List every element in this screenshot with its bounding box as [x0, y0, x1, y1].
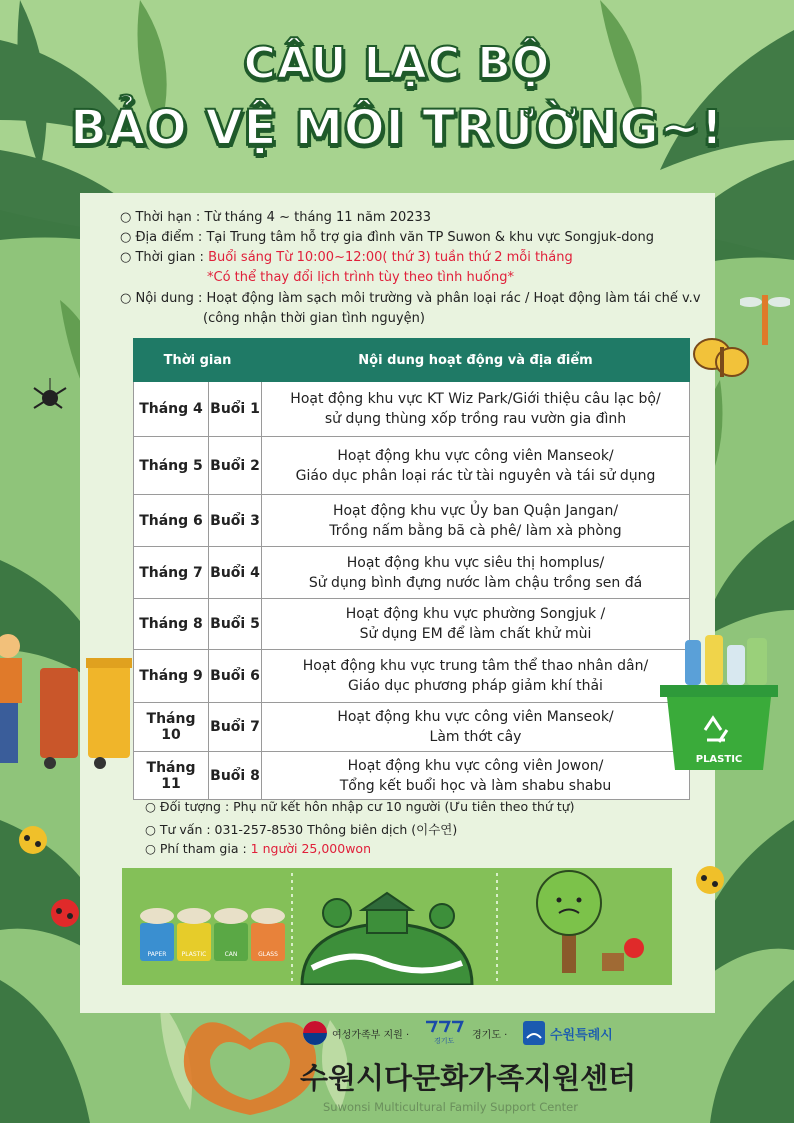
row-content [262, 437, 690, 495]
row-month: Tháng 11 [134, 752, 209, 800]
row-content-line-1: Hoạt động khu vực trung tâm thể thao nhân dân/ [302, 658, 649, 674]
footer-fee [145, 841, 371, 856]
footer-fee-label: ○ Phí tham gia : [145, 841, 247, 856]
row-content-line-2: Giáo dục phân loại rác từ tài nguyên và tái sử dụng [295, 467, 656, 484]
ladybug-icon-3 [693, 862, 727, 896]
row-content-line-2: sử dụng thùng xốp trồng rau vườn gia đình [324, 411, 627, 427]
header-content: Nội dung hoạt động và địa điểm [262, 339, 690, 382]
plastic-bin-illustration [655, 630, 785, 780]
info-content-note: (công nhận thời gian tình nguyện) [203, 311, 425, 326]
table-row [134, 752, 690, 800]
row-content [262, 495, 690, 547]
bin-label-paper: PAPER [147, 951, 167, 958]
schedule-table [133, 338, 690, 800]
gyeonggi-logo-text: 경기도 [434, 1037, 455, 1045]
bin-label-plastic: PLASTIC [181, 951, 207, 958]
info-time-value: Buổi sáng Từ 10:00~12:00( thứ 3) tuần thứ 2 mỗi tháng [203, 250, 573, 265]
header-time: Thời gian [134, 339, 262, 382]
row-content-line-1: Hoạt động khu vực phường Songjuk / [345, 606, 606, 622]
row-content [262, 752, 690, 800]
ladybug-icon-2 [46, 895, 84, 929]
row-content [262, 382, 690, 437]
info-time-note: *Có thể thay đổi lịch trình tùy theo tình huống* [207, 270, 514, 285]
suwon-logo-icon [522, 1020, 546, 1046]
sponsor-gyeonggi: 경기도 · [472, 1030, 508, 1041]
table-row [134, 599, 690, 650]
row-content-line-2: Trồng nấm bằng bã cà phê/ làm xà phòng [329, 522, 622, 539]
row-content-line-1: Hoạt động khu vực Ủy ban Quận Jangan/ [332, 502, 619, 519]
table-row [134, 382, 690, 437]
recycle-bins-illustration [140, 908, 285, 961]
row-content-line-2: Sử dụng EM để làm chất khử mùi [359, 626, 592, 642]
row-session: Buổi 3 [209, 495, 262, 547]
green-earth-illustration [292, 873, 497, 985]
eco-illustration [122, 868, 672, 985]
bin-label-can: CAN [224, 951, 238, 958]
info-location-value: Tại Trung tâm hỗ trợ gia đình văn TP Suwon & khu vực Songjuk-dong [202, 230, 654, 245]
footer-fee-value: 1 người 25,000won [246, 841, 371, 856]
row-content-line-1: Hoạt động khu vực công viên Manseok/ [337, 447, 614, 464]
row-month: Tháng 5 [134, 437, 209, 495]
table-row [134, 495, 690, 547]
row-content-line-2: Tổng kết buổi học và làm shabu shabu [339, 777, 612, 794]
table-row [134, 547, 690, 599]
row-month: Tháng 7 [134, 547, 209, 599]
row-month: Tháng 9 [134, 650, 209, 703]
row-content-line-2: Sử dụng bình đựng nước làm chậu trồng sen đá [308, 574, 643, 591]
row-session: Buổi 6 [209, 650, 262, 703]
info-content-value: Hoạt động làm sạch môi trường và phân loại rác / Hoạt động làm tái chế v.v [202, 291, 701, 306]
row-session: Buổi 8 [209, 752, 262, 800]
center-name: 수원시다문화가족지원센터 [300, 1061, 637, 1095]
title-line-2: BẢO VỆ MÔI TRƯỜNG~! [70, 100, 724, 156]
row-month: Tháng 6 [134, 495, 209, 547]
row-session: Buổi 5 [209, 599, 262, 650]
info-period [120, 208, 431, 227]
sponsor-suwon: 수원특례시 [550, 1028, 613, 1043]
row-content-line-2: Giáo dục phương pháp giảm khí thải [348, 678, 603, 694]
dragonfly-icon [740, 280, 790, 350]
plastic-bin-label: PLASTIC [695, 754, 743, 765]
ladybug-icon [16, 822, 50, 856]
korea-emblem-icon [302, 1020, 328, 1046]
info-location-label: ○ Địa điểm : [120, 230, 203, 245]
row-session: Buổi 1 [209, 382, 262, 437]
row-content-line-1: Hoạt động khu vực công viên Jowon/ [347, 757, 604, 774]
row-content-line-1: Hoạt động khu vực siêu thị homplus/ [346, 554, 605, 571]
row-month: Tháng 8 [134, 599, 209, 650]
table-row [134, 650, 690, 703]
row-content-line-1: Hoạt động khu vực KT Wiz Park/Giới thiệu câu lạc bộ/ [290, 391, 661, 407]
row-month: Tháng 10 [134, 703, 209, 752]
info-period-value: Từ tháng 4 ~ tháng 11 năm 20233 [200, 210, 432, 225]
footer-consult: ○ Tư vấn : 031-257-8530 Thông biên dịch (이수연) [145, 822, 458, 837]
worker-illustration [0, 628, 135, 773]
row-session: Buổi 4 [209, 547, 262, 599]
row-content [262, 599, 690, 650]
table-header-row [134, 339, 690, 382]
row-content-line-1: Hoạt động khu vực công viên Manseok/ [337, 709, 614, 725]
center-english-name: Suwonsi Multicultural Family Support Center [323, 1100, 578, 1114]
row-month: Tháng 4 [134, 382, 209, 437]
sad-tree-illustration [537, 871, 644, 973]
sponsor-bar [300, 1018, 630, 1058]
row-content [262, 650, 690, 703]
gyeonggi-logo-icon [424, 1018, 466, 1036]
row-content [262, 703, 690, 752]
row-content-line-2: Làm thớt cây [429, 729, 522, 745]
info-content [120, 289, 701, 308]
info-location [120, 228, 654, 247]
row-session: Buổi 7 [209, 703, 262, 752]
footer-target: ○ Đối tượng : Phụ nữ kết hôn nhập cư 10 người (Ưu tiên theo thứ tự) [145, 799, 575, 814]
info-time [120, 248, 573, 267]
info-content-label: ○ Nội dung : [120, 291, 203, 306]
row-content [262, 547, 690, 599]
spider-icon [32, 378, 68, 414]
table-row [134, 437, 690, 495]
table-row [134, 703, 690, 752]
bin-label-glass: GLASS [258, 951, 278, 958]
sponsor-ministry: 여성가족부 지원 · [332, 1030, 410, 1041]
info-period-label: ○ Thời hạn : [120, 210, 201, 225]
row-session: Buổi 2 [209, 437, 262, 495]
title-line-1: CÂU LẠC BỘ [243, 38, 551, 89]
info-time-label: ○ Thời gian : [120, 250, 204, 265]
